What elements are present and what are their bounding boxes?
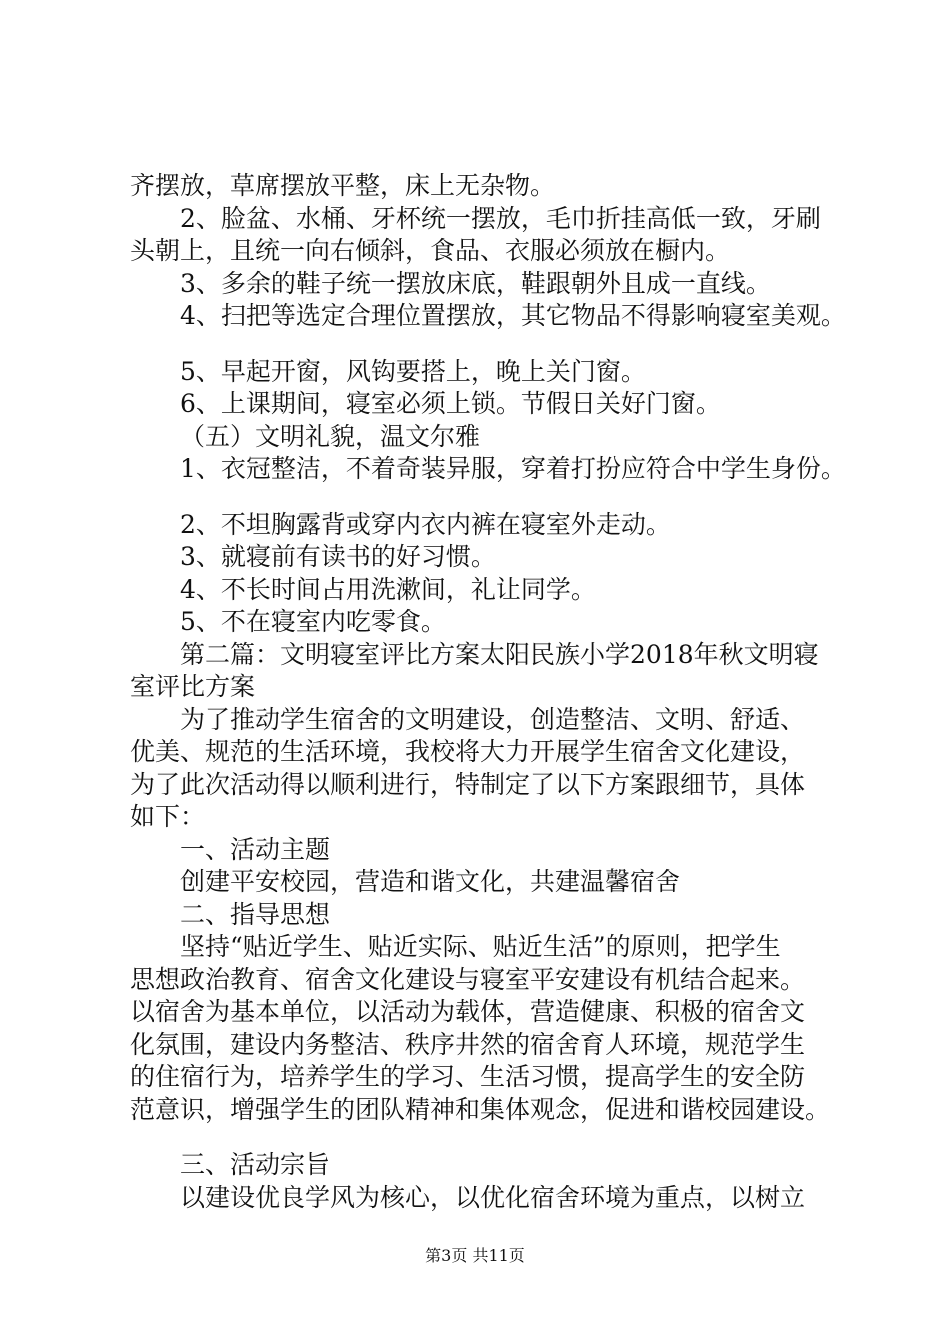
chapter-title-cont: 室评比方案 <box>130 672 256 701</box>
text-line: 4、扫把等选定合理位置摆放，其它物品不得影响寝室美观。 <box>180 301 846 330</box>
text-line: 头朝上，且统一向右倾斜，食品、衣服必须放在橱内。 <box>130 236 731 265</box>
text-line: 2、脸盆、水桶、牙杯统一摆放，毛巾折挂高低一致，牙刷 <box>180 203 821 233</box>
page-footer: 第3页 共11页 <box>425 1246 525 1265</box>
text-line: 以建设优良学风为核心，以优化宿舍环境为重点，以树立 <box>180 1182 806 1212</box>
text-line: 5、不在寝室内吃零食。 <box>180 607 446 636</box>
section-heading: 三、活动宗旨 <box>180 1150 331 1179</box>
text-line: 为了此次活动得以顺利进行，特制定了以下方案跟细节，具体 <box>130 769 806 799</box>
text-line: 齐摆放，草席摆放平整，床上无杂物。 <box>130 171 556 200</box>
text-line: 坚持“贴近学生、贴近实际、贴近生活”的原则，把学生 <box>180 932 781 961</box>
section-heading: （五）文明礼貌，温文尔雅 <box>180 421 481 451</box>
text-line: 3、多余的鞋子统一摆放床底，鞋跟朝外且成一直线。 <box>180 268 771 298</box>
text-line: 为了推动学生宿舍的文明建设，创造整洁、文明、舒适、 <box>180 704 806 734</box>
text-line: 以宿舍为基本单位，以活动为载体，营造健康、积极的宿舍文 <box>130 997 806 1026</box>
text-line: 3、就寝前有读书的好习惯。 <box>180 542 496 571</box>
text-line: 2、不坦胸露背或穿内衣内裤在寝室外走动。 <box>180 509 671 539</box>
section-heading: 二、指导思想 <box>180 899 331 929</box>
text-line: 6、上课期间，寝室必须上锁。节假日关好门窗。 <box>180 389 721 418</box>
text-line: 5、早起开窗，风钩要搭上，晚上关门窗。 <box>180 356 646 386</box>
text-line: 范意识，增强学生的团队精神和集体观念，促进和谐校园建设。 <box>130 1094 831 1124</box>
text-line: 创建平安校园，营造和谐文化，共建温馨宿舍 <box>180 867 681 896</box>
document-body <box>130 170 850 1214</box>
text-line: 化氛围，建设内务整洁、秩序井然的宿舍育人环境，规范学生 <box>130 1029 806 1059</box>
text-line: 如下： <box>130 802 206 831</box>
text-line: 4、不长时间占用洗漱间，礼让同学。 <box>180 574 596 604</box>
text-line: 1、衣冠整洁，不着奇装异服，穿着打扮应符合中学生身份。 <box>180 454 846 483</box>
chapter-title: 第二篇：文明寝室评比方案太阳民族小学2018年秋文明寝 <box>180 639 819 669</box>
section-heading: 一、活动主题 <box>180 834 331 864</box>
text-line: 思想政治教育、宿舍文化建设与寝室平安建设有机结合起来。 <box>130 964 806 994</box>
text-line: 的住宿行为，培养学生的学习、生活习惯，提高学生的安全防 <box>130 1062 806 1091</box>
text-line: 优美、规范的生活环境，我校将大力开展学生宿舍文化建设， <box>130 737 806 766</box>
